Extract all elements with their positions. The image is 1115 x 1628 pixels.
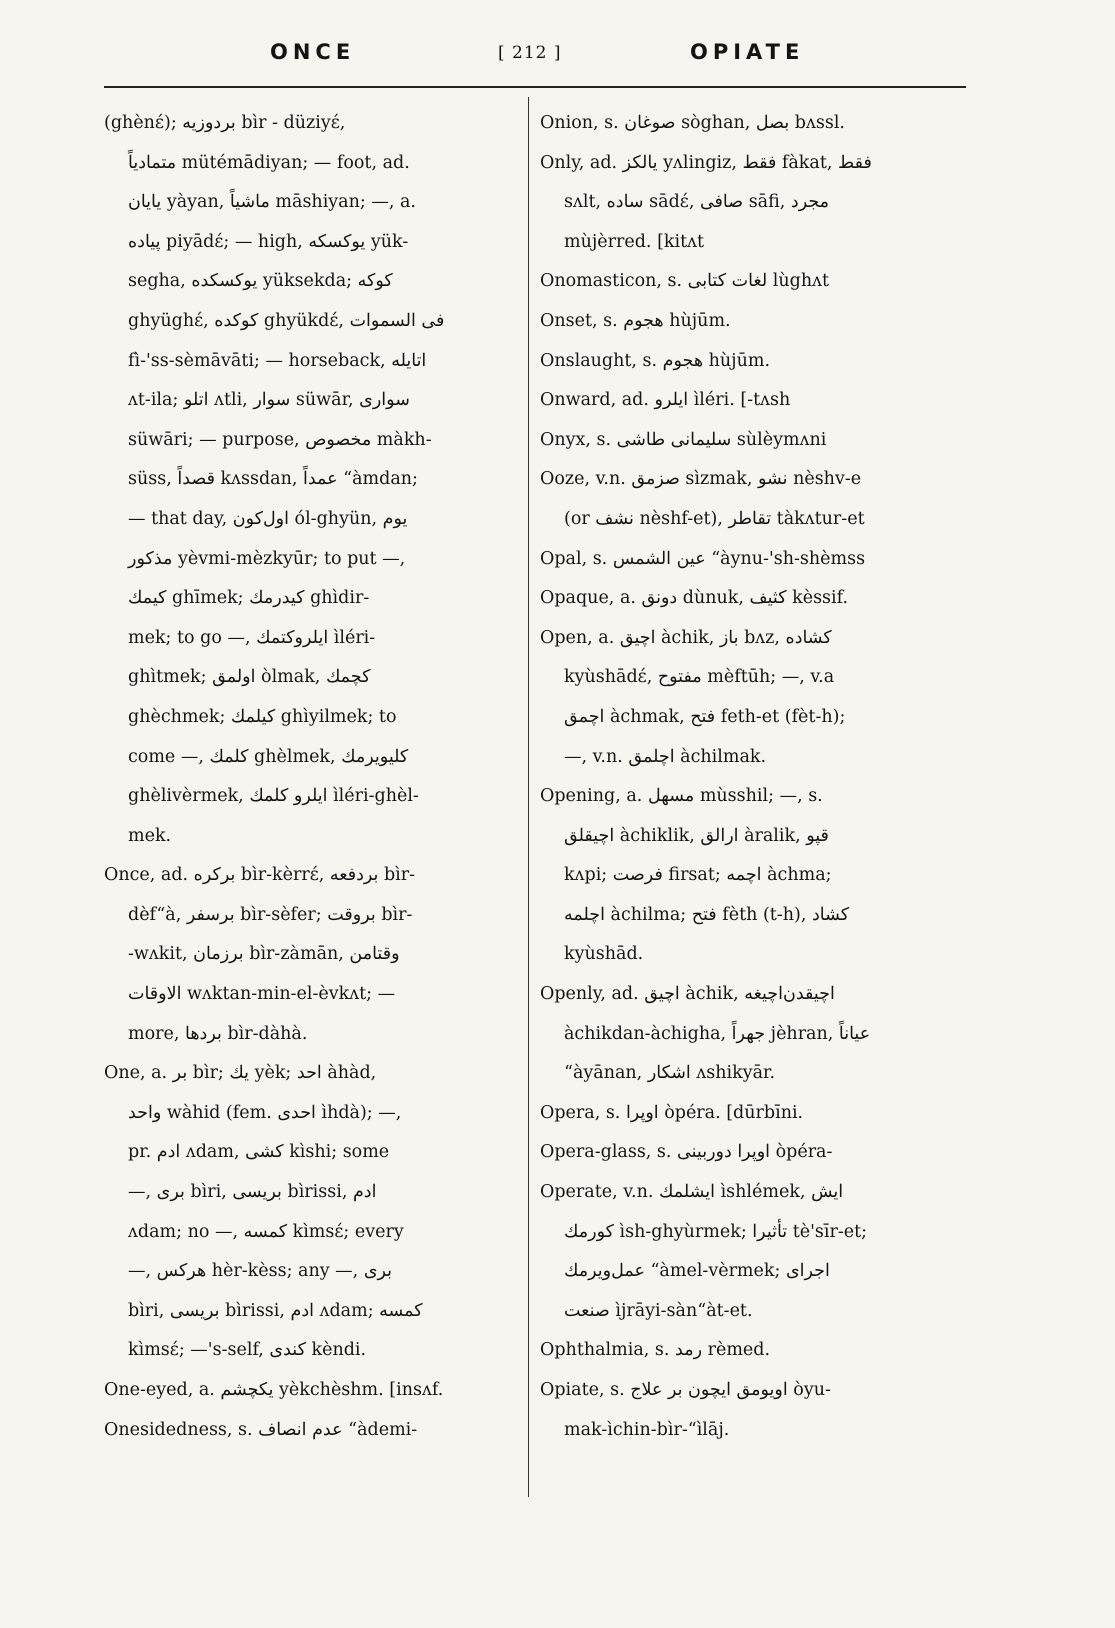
text-line: Opera, s. اوپرا òpéra. [dūrbīni.: [540, 1102, 804, 1123]
text-line: Onyx, s. سلیمانی طاشی sùlèymʌni: [540, 429, 827, 450]
text-line: Opera-glass, s. اوپرا دوربینی òpéra-: [540, 1142, 833, 1163]
text-line: Operate, v.n. ایشلمك ìshlémek, ایش: [540, 1182, 844, 1203]
text-line: One, a. بر bìr; یك yèk; احد àhàd,: [104, 1063, 377, 1084]
header-right-word: OPIATE: [690, 40, 805, 64]
text-line: süwāri; — purpose, مخصوص màkh-: [128, 429, 432, 450]
text-line: Onesidedness, s. عدم انصاف “àdemi-: [104, 1419, 418, 1440]
text-line: fì-'ss-sèmāvāti; — horseback, اتایله: [128, 350, 427, 371]
page-header: [0, 40, 1115, 80]
text-line: پیاده piyādɛ́; — high, یوکسکه yük-: [128, 231, 409, 252]
text-line: mek.: [128, 825, 172, 846]
text-line: متماد‌یاً mütémādiyan; — foot, ad.: [128, 152, 410, 173]
text-line: ghèlivèrmek, ایلرو کلمك ìléri-ghèl-: [128, 786, 419, 807]
text-line: اچیقلق àchiklik, ارالق àralik, قپو: [564, 825, 829, 846]
text-line: sʌlt, ساده sādɛ́, صافی sāfi, مجرد: [564, 192, 830, 213]
text-line: — that day, اول‌کون ól-ghyün, یوم: [128, 508, 408, 529]
text-line: kyùshādɛ́, مفتوح mèftūh; —, v.a: [564, 667, 835, 688]
text-line: more, بردها bìr-dàhà.: [128, 1023, 308, 1044]
text-line: àchikdan-àchigha, جهراً jèhran, عیاناً: [564, 1023, 871, 1044]
text-line: Onward, ad. ایلرو ìléri. [-tʌsh: [540, 390, 791, 411]
page-number: [ 212 ]: [498, 43, 562, 63]
text-line: —, v.n. اچلمق àchilmak.: [564, 746, 767, 767]
text-line: Onset, s. هجوم hùjūm.: [540, 310, 731, 331]
text-line: pr. ادم ʌdam, کشی kìshi; some: [128, 1142, 390, 1163]
text-line: ʌt-ila; اتلو ʌtli, سوار süwār, سواری: [128, 390, 410, 411]
text-line: süss, قصداً kʌssdan, عمداً “àmdan;: [128, 469, 418, 490]
text-line: Onomasticon, s. لغات کتابی lùghʌt: [540, 271, 830, 292]
text-line: —, هرکس hèr-kèss; any —, بری: [128, 1261, 393, 1282]
text-line: (or نشف nèshf-et), تقاطر tàkʌtur-et: [564, 508, 865, 529]
text-line: dèf“à, برسفر bìr-sèfer; بروقت bìr-: [128, 904, 413, 925]
text-line: Openly, ad. اچیق àchik, اچیقدن‌اچیغه: [540, 984, 835, 1005]
text-line: —, بری bìri, بریسی bìrissi, ادم: [128, 1182, 377, 1203]
text-line: -wʌkit, برزمان bìr-zàmān, وقتامن: [128, 944, 400, 965]
right-column: [540, 104, 966, 1450]
text-line: Opiate, s. اویومق ایچون بر علاج òyu-: [540, 1380, 831, 1400]
left-column: [104, 104, 514, 1450]
text-line: صنعت ìjrāyi-sàn“àt-et.: [564, 1300, 753, 1321]
text-line: کیمك ghīmek; کید‌رمك ghìdir-: [128, 588, 370, 609]
text-line: (ghènɛ́); برد‌وزیه bìr - düziyɛ́,: [104, 113, 346, 133]
text-line: Onslaught, s. هجوم hùjūm.: [540, 350, 771, 371]
text-line: Open, a. اچیق àchik, باز bʌz, کشاده: [540, 627, 832, 648]
text-line: ghìtmek; اولمق òlmak, کچمك: [128, 667, 371, 688]
text-line: mek; to go —, ایلرو‌کتمك ìléri-: [128, 627, 376, 648]
column-divider: [528, 97, 529, 1497]
header-rule: [104, 86, 966, 88]
text-line: Opaque, a. دونق dùnuk, کثیف kèssif.: [540, 588, 849, 609]
text-line: kyùshād.: [564, 944, 644, 965]
text-line: اچلمه àchilma; فتح fèth (t-h), کشاد: [564, 904, 850, 925]
text-line: الاوقات wʌktan-min-el-èvkʌt; —: [128, 984, 396, 1005]
text-line: kìmsɛ́; —'s-self, کندی kèndi.: [128, 1340, 367, 1361]
header-left-word: ONCE: [270, 40, 356, 64]
text-line: Ooze, v.n. صزمق sìzmak, نشو nèshv-e: [540, 469, 862, 490]
text-line: ʌdam; no —, کمسه kìmsɛ́; every: [128, 1221, 404, 1242]
text-line: Ophthalmia, s. رمد rèmed.: [540, 1340, 771, 1361]
text-line: come —, کلمك ghèlmek, کلیویرمك: [128, 746, 409, 767]
text-line: Opening, a. مسهل mùsshil; —, s.: [540, 786, 823, 807]
text-line: mak-ìchin-bìr-“ìlāj.: [564, 1419, 730, 1440]
text-line: ghèchmek; کیلمك ghìyilmek; to: [128, 706, 397, 727]
text-line: اچمق àchmak, فتح feth-et (fèt-h);: [564, 706, 846, 727]
text-line: kʌpi; فرصت firsat; اچمه àchma;: [564, 865, 832, 886]
text-line: مذکور yèvmi-mèzkyūr; to put —,: [128, 548, 406, 569]
text-line: یایان yàyan, ماشیاً māshiyan; —, a.: [128, 192, 416, 213]
text-line: واحد wàhid (fem. احدی ìhdà); —,: [128, 1102, 402, 1123]
text-line: Onion, s. صوغان sòghan, بصل bʌssl.: [540, 113, 845, 133]
text-line: One-eyed, a. یکچشم yèkchèshm. [insʌf.: [104, 1380, 444, 1400]
text-line: Once, ad. برکره bìr-kèrrɛ́, بردفعه bìr-: [104, 865, 416, 886]
text-line: mùjèrred. [kitʌt: [564, 231, 705, 252]
text-line: Only, ad. یالکز yʌlingiz, فقط fàkat, فقط: [540, 152, 872, 173]
text-line: “àyānan, اشکار ʌshikyār.: [564, 1063, 776, 1084]
text-line: عمل‌ویرمك “àmel-vèrmek; اجرای: [564, 1261, 830, 1282]
text-line: Opal, s. عین الشمس “àynu-'sh-shèmss: [540, 548, 866, 569]
text-line: bìri, بریسی bìrissi, ادم ʌdam; کمسه: [128, 1300, 423, 1321]
text-line: ghyüghɛ́, کوکده ghyükdɛ́, فی السموات: [128, 310, 445, 331]
text-line: segha, یوکسکده yüksekda; کوکه: [128, 271, 393, 292]
text-line: کورمك ìsh-ghyùrmek; تأثیرا tè'sīr-et;: [564, 1221, 868, 1242]
